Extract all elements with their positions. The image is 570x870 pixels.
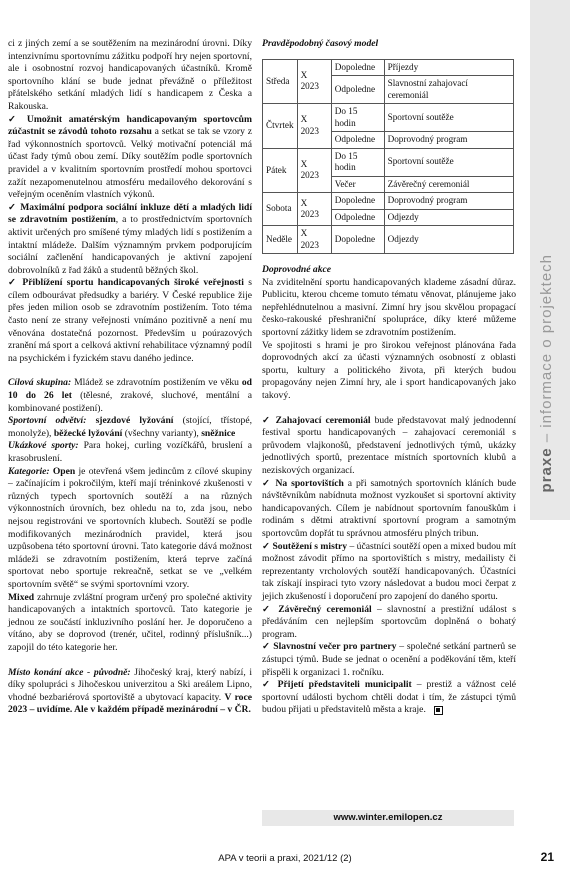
schedule-year: X 2023 <box>297 104 331 149</box>
schedule-event: Závěrečný ceremoniál <box>384 176 513 193</box>
schedule-time: Do 15 hodin <box>331 148 384 176</box>
schedule-day: Pátek <box>263 148 298 193</box>
schedule-time: Dopoledne <box>331 226 384 254</box>
checked-paragraph: ✓ Přijetí představiteli municipalit – prestiž a vážnost celé sportovní události bychom chtěli dodat i tím, že zástupci týmů budou přijati u představitelů města a kraje. <box>262 679 516 717</box>
checked-paragraph: ✓ Maximální podpora sociální inkluze dětí a mladých lidí se zdravotním postižením, a to prostřednictvím sportovních aktivit určených pro smíšené týmy mladých lidí s postižením a intaktní mládeže. Dalším významným prvkem podporujícím sociální začlenění handicapovaných je aktivní zapojení dobrovolníků z řad žáků a studentů běžných škol. <box>8 202 252 278</box>
schedule-event: Sportovní soutěže <box>384 148 513 176</box>
schedule-row <box>263 59 514 76</box>
checked-paragraph: ✓ Přiblížení sportu handicapovaných široké veřejnosti s cílem odbourávat předsudky a bariéry. V České republice žije přes jeden milion osob se zdravotním postižením. Toto téma často není ze strany veřejnosti vnímáno pozitivně a není mu věnována dostatečná pozornost. Především u poúrazových zranění má sport a celková aktivní rehabilitace významný podíl na psychickém i fyzickém stavu daného jedince. <box>8 277 252 365</box>
schedule-time: Do 15 hodin <box>331 104 384 132</box>
schedule-day: Středa <box>263 59 298 104</box>
categories: Kategorie: Open je otevřená všem jedincům z cílové skupiny – začínajícím i pokročilým, kteří mají tréninkové zkušenosti v různých typech sportovních soutěží a na různých výkonnostních úrovních, bez ohledu na to, zda jsou, nebo nejsou registrováni ve sportovních klubech. Soutěží se podle modifikovaných mezinárodních pravidel, která jsou uzpůsobena této sportovní úrovni. Tato kategorie dává možnost mládeži se zdravotním postižením, která teprve začíná sportovat nebo sportuje rekreačně, setkat se ve „velkém sportovním světě“ se svými sportovními vzory. <box>8 465 253 590</box>
right-column <box>262 38 516 717</box>
end-of-article-icon <box>434 706 443 715</box>
schedule-table <box>262 59 514 255</box>
venue: Místo konání akce - původně: Jihočeský kraj, který nabízí, i díky spolupráci s Jihočeskou univerzitou a Ski areálem Lipno, vhodné bezbariérová sportoviště a ubytovací kapacity. V roce 2023 – uvidíme. Ale v každém případě mezinárodní – v ČR. <box>8 666 252 716</box>
schedule-row <box>263 148 514 176</box>
schedule-day: Neděle <box>263 226 298 254</box>
journal-footer: APA v teorii a praxi, 2021/12 (2) <box>218 853 352 864</box>
schedule-time: Odpoledne <box>331 132 384 149</box>
checkmark-icon <box>262 641 273 652</box>
checkmark-icon <box>262 541 272 552</box>
target-group: Cílová skupina: Mládež se zdravotním postižením ve věku od 10 do 26 let (tělesné, zrakové, sluchové, mentální a kombinované postižení). <box>8 377 252 414</box>
schedule-event: Příjezdy <box>384 59 513 76</box>
checked-paragraph: ✓ Slavnostní večer pro partnery – společné setkání partnerů se zástupci týmů. Bude se jednat o ocenění a poděkování těm, kteří přispěli k organizaci 1. ročníku. <box>262 641 516 679</box>
schedule-time: Odpoledne <box>331 209 384 226</box>
checkmark-icon <box>262 604 278 615</box>
schedule-row <box>263 226 514 254</box>
checked-paragraph: ✓ Závěrečný ceremoniál – slavnostní a prestižní událost s předáváním cen nejlepším sportovcům doplněná o bohatý program. <box>262 604 516 642</box>
checked-paragraph: ✓ Soutěžení s mistry – účastníci soutěží open a mixed budou mít možnost závodit přímo na sportovištích s mistry, medailisty či reprezentanty vrcholových soutěží handicapovaných. Účastníci tak získají inspiraci tyto vzory následovat a budou moci čerpat z jejich zkušeností i doporučení pro zapojení do daného sportu. <box>262 541 516 604</box>
paragraph: ci z jiných zemí a se soutěžením na mezinárodní úrovni. Díky intenzivnímu sportovnímu zážitku podpoří hry nejen sportovní, ale i osobnostní rozvoj handicapovaných účastníků. Kromě sportovního klání se bude jednat převážně o příležitost přátelského setkání mladých lidí s handicapem z Česka a Rakouska. <box>8 38 252 112</box>
paragraph: Na zviditelnění sportu handicapovaných klademe zásadní důraz. Publicitu, kterou chceme tomuto tématu věnovat, plánujeme jako nepřehlédnutelnou a masivní. Zimní hry jsou skvělou propagací česko-rakouské přeshraniční spolupráce, díky které můžeme sportovní zážitky lidem se zdravotním postižením. <box>262 276 516 339</box>
section-label: praxe – informace o projektech <box>538 253 555 492</box>
schedule-event: Sportovní soutěže <box>384 104 513 132</box>
schedule-event: Doprovodný program <box>384 193 513 210</box>
page-number: 21 <box>540 850 554 864</box>
schedule-row <box>263 193 514 210</box>
schedule-event: Slavnostní zahajovací ceremoniál <box>384 76 513 104</box>
checkmark-icon <box>8 277 22 288</box>
schedule-day: Sobota <box>263 193 298 226</box>
checkmark-icon <box>262 478 275 489</box>
schedule-row <box>263 104 514 132</box>
section-sidebar-tab <box>530 0 570 520</box>
schedule-title: Pravděpodobný časový model <box>262 38 379 49</box>
schedule-year: X 2023 <box>297 148 331 193</box>
checkmark-icon <box>8 202 20 213</box>
side-events-title: Doprovodné akce <box>262 264 332 276</box>
checkmark-icon <box>262 415 276 426</box>
checked-paragraph: ✓ Zahajovací ceremoniál bude představovat malý jednodenní festival sportu handicapovaných – zahajovací ceremoniál s průvodem vlajkonošů, představení jednotlivých týmů, ukázky jednotlivých sportů, prezentace místních sportovních klubů a neziskových organizací. <box>262 415 516 478</box>
paragraph: Ve spojitosti s hrami je pro širokou veřejnost plánována řada doprovodných akcí za účasti významných osobností z oblasti sportu, kultury a politického života, při kterých budou propagovány nejen Zimní hry, ale i sport handicapovaných jako takový. <box>262 339 516 402</box>
schedule-time: Dopoledne <box>331 193 384 210</box>
schedule-day: Čtvrtek <box>263 104 298 149</box>
mixed-category: Mixed zahrnuje zvláštní program určený pro společné aktivity handicapovaných a intaktních sportovců. Tato kategorie je jednou ze součástí inkluzivního poslání her. Je doporučeno a vítáno, aby se doprovod (trenér, učitel, rodinný příslušník...) zapojil do této kategorie her. <box>8 591 252 653</box>
schedule-year: X 2023 <box>297 59 331 104</box>
sports-list: Sportovní odvětví: sjezdové lyžování (stojící, třístopé, monolyže), běžecké lyžování (všechny varianty), sněžnice <box>8 415 252 439</box>
schedule-event: Odjezdy <box>384 209 513 226</box>
schedule-time: Dopoledne <box>331 59 384 76</box>
schedule-event: Odjezdy <box>384 226 513 254</box>
left-column <box>8 38 252 717</box>
schedule-year: X 2023 <box>297 193 331 226</box>
schedule-event: Doprovodný program <box>384 132 513 149</box>
schedule-time: Večer <box>331 176 384 193</box>
checked-paragraph: ✓ Na sportovištích a při samotných sportovních kláních bude návštěvníkům nabídnuta možnost vyzkoušet si sportovní aktivity handicapovaných. Cílem je nabídnout sportovním fanouškům i rodinám s dětmi atraktivní sportovní program a samotným sportovcům dopřát tu správnou atmosféru plných tribun. <box>262 478 516 541</box>
checked-paragraph: ✓ Umožnit amatérským handicapovaným sportovcům zúčastnit se závodů tohoto rozsahu a setkat se tak se vzory z řad výkonnostních sportovců. Velký motivační potenciál má účast řady týmů obou zemí. Díky soutěžím podle sportovních pravidel a v kvalitním sportovním prostředí mohou sportovci zažít nezapomenutelnou atmosféru medailového dekorování s veřejným oceněním vlastních výkonů. <box>8 114 252 202</box>
schedule-year: X 2023 <box>297 226 331 254</box>
demo-sports: Ukázkové sporty: Para hokej, curling vozíčkářů, bruslení a krasobruslení. <box>8 440 252 464</box>
checkmark-icon <box>8 114 27 125</box>
website-link[interactable]: www.winter.emilopen.cz <box>262 810 514 826</box>
checkmark-icon <box>262 679 278 690</box>
schedule-time: Odpoledne <box>331 76 384 104</box>
